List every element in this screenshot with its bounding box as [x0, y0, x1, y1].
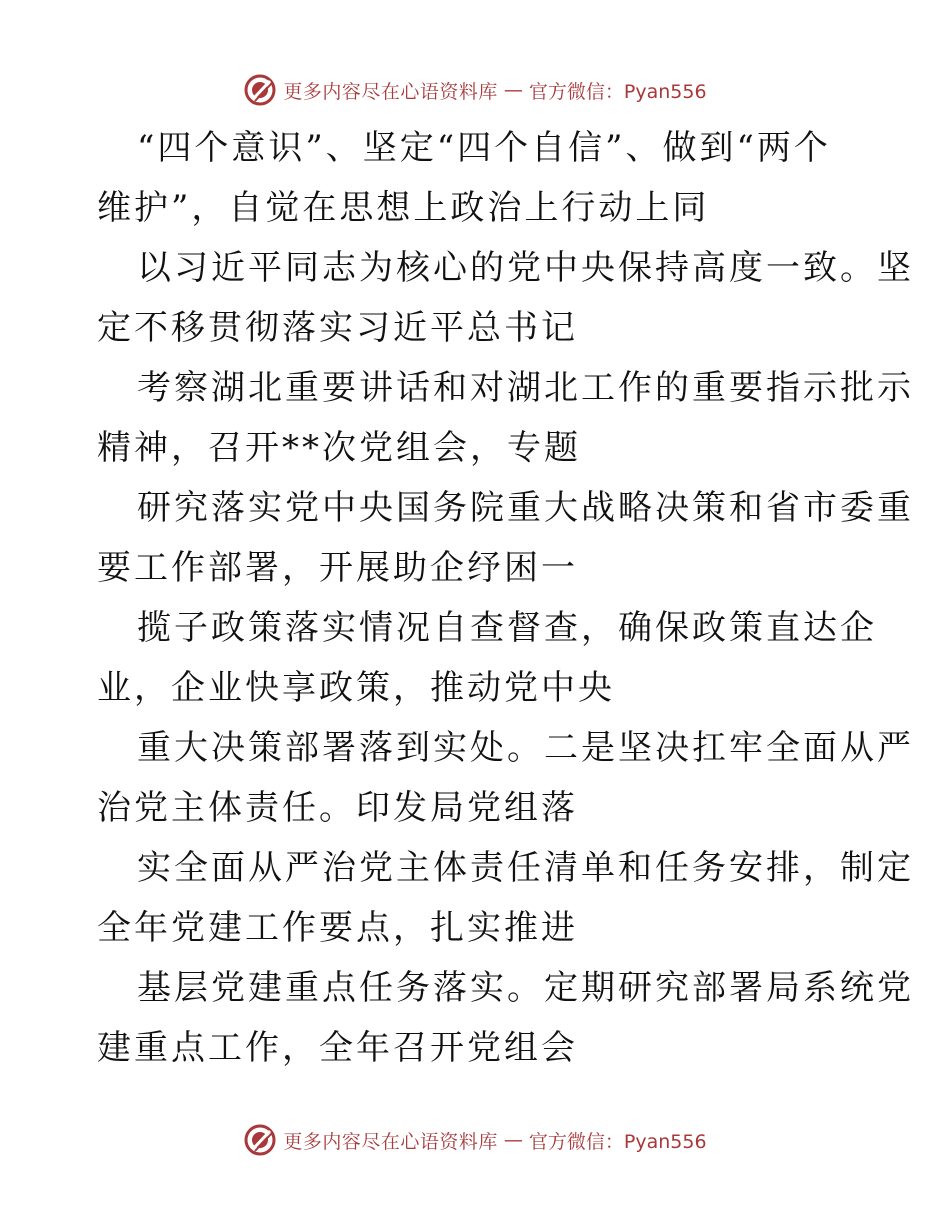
text-line: 精神，召开**次党组会，专题: [97, 428, 581, 468]
paragraph: [97, 598, 877, 718]
header-banner: [0, 70, 950, 110]
paragraph: [97, 118, 857, 238]
text-line: 维护”，自觉在思想上政治上行动上同: [97, 188, 710, 228]
banner-separator: —: [503, 79, 523, 101]
text-line: 以习近平同志为核心的党中央保持高度一致。坚: [137, 248, 914, 288]
paragraph: [97, 478, 914, 598]
text-line: 重大决策部署落到实处。二是坚决扛牢全面从严: [137, 728, 914, 768]
text-line: 要工作部署，开展助企纾困一: [97, 548, 578, 588]
paragraph: [97, 718, 914, 838]
text-line: 建重点工作，全年召开党组会: [97, 1028, 578, 1068]
text-line: 研究落实党中央国务院重大战略决策和省市委重: [137, 488, 914, 528]
footer-banner: [0, 1120, 950, 1160]
text-line: 全年党建工作要点，扎实推进: [97, 908, 578, 948]
paragraph: [97, 238, 914, 358]
banner-contact-text: 官方微信：Pyan556: [528, 80, 707, 103]
text-line: 揽子政策落实情况自查督查，确保政策直达企: [137, 608, 877, 648]
text-line: 考察湖北重要讲话和对湖北工作的重要指示批示: [137, 368, 914, 408]
banner-main-text: 更多内容尽在心语资料库: [283, 1130, 498, 1153]
banner-separator: —: [503, 1129, 523, 1151]
text-line: 业，企业快享政策，推动党中央: [97, 668, 615, 708]
seal-logo-icon: [243, 73, 277, 107]
banner-contact-text: 官方微信：Pyan556: [528, 1130, 707, 1153]
document-body: [97, 118, 914, 1078]
banner-main-text: 更多内容尽在心语资料库: [283, 80, 498, 103]
text-line: 实全面从严治党主体责任清单和任务安排，制定: [137, 848, 914, 888]
paragraph: [97, 358, 914, 478]
text-line: “四个意识”、坚定“四个自信”、做到“两个: [137, 128, 831, 168]
text-line: 治党主体责任。印发局党组落: [97, 788, 578, 828]
paragraph: [97, 838, 914, 958]
seal-logo-icon: [243, 1123, 277, 1157]
text-line: 定不移贯彻落实习近平总书记: [97, 308, 578, 348]
paragraph: [97, 958, 914, 1078]
text-line: 基层党建重点任务落实。定期研究部署局系统党: [137, 968, 914, 1008]
